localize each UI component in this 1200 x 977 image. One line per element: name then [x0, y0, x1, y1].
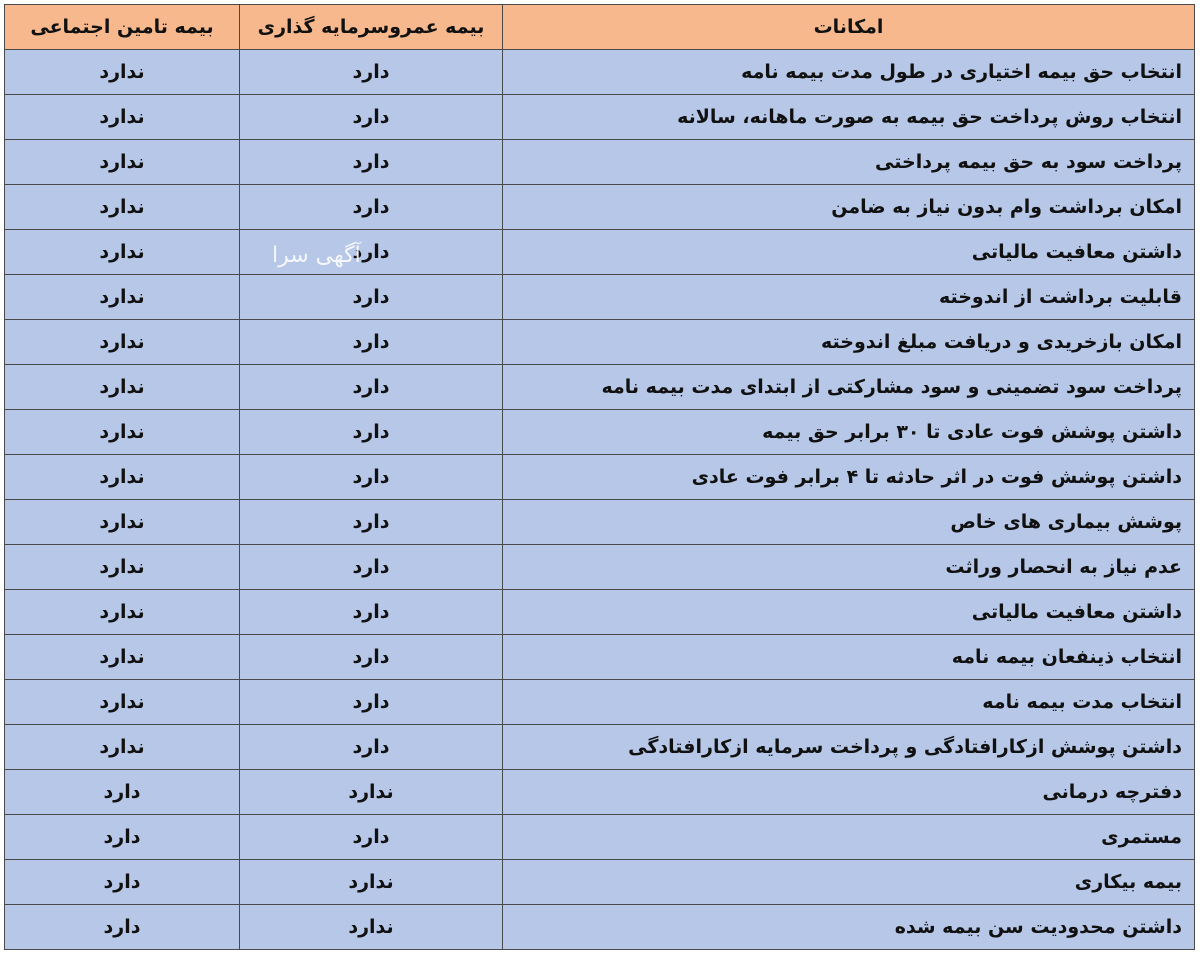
- life-insurance-cell: ندارد: [240, 770, 503, 815]
- social-security-cell: ندارد: [5, 185, 240, 230]
- feature-cell: عدم نیاز به انحصار وراثت: [503, 545, 1195, 590]
- social-security-cell: دارد: [5, 770, 240, 815]
- feature-cell: قابلیت برداشت از اندوخته: [503, 275, 1195, 320]
- social-security-cell: ندارد: [5, 455, 240, 500]
- watermark: آگهی سرا: [272, 243, 361, 268]
- social-security-cell: ندارد: [5, 635, 240, 680]
- social-security-cell: ندارد: [5, 545, 240, 590]
- life-insurance-cell: دارد: [240, 230, 503, 275]
- feature-cell: داشتن معافیت مالیاتی: [503, 230, 1195, 275]
- social-security-cell: ندارد: [5, 275, 240, 320]
- social-security-cell: دارد: [5, 905, 240, 950]
- feature-cell: انتخاب حق بیمه اختیاری در طول مدت بیمه نامه: [503, 50, 1195, 95]
- table-row: [5, 95, 1195, 140]
- life-insurance-cell: دارد: [240, 815, 503, 860]
- feature-cell: انتخاب روش پرداخت حق بیمه به صورت ماهانه، سالانه: [503, 95, 1195, 140]
- table-row: [5, 815, 1195, 860]
- feature-cell: داشتن محدودیت سن بیمه شده: [503, 905, 1195, 950]
- social-security-cell: ندارد: [5, 365, 240, 410]
- feature-cell: مستمری: [503, 815, 1195, 860]
- feature-cell: امکان برداشت وام بدون نیاز به ضامن: [503, 185, 1195, 230]
- feature-cell: بیمه بیکاری: [503, 860, 1195, 905]
- life-insurance-cell: دارد: [240, 320, 503, 365]
- life-insurance-cell: دارد: [240, 590, 503, 635]
- social-security-cell: ندارد: [5, 590, 240, 635]
- social-security-cell: ندارد: [5, 410, 240, 455]
- comparison-table: [4, 4, 1195, 950]
- feature-cell: داشتن پوشش فوت در اثر حادثه تا ۴ برابر فوت عادی: [503, 455, 1195, 500]
- table-row: [5, 230, 1195, 275]
- table-row: [5, 275, 1195, 320]
- feature-cell: داشتن پوشش ازکارافتادگی و پرداخت سرمایه ازکارافتادگی: [503, 725, 1195, 770]
- table-row: [5, 365, 1195, 410]
- life-insurance-cell: دارد: [240, 365, 503, 410]
- life-insurance-cell: دارد: [240, 500, 503, 545]
- feature-cell: امکان بازخریدی و دریافت مبلغ اندوخته: [503, 320, 1195, 365]
- life-insurance-cell: دارد: [240, 680, 503, 725]
- table-row: [5, 860, 1195, 905]
- social-security-cell: ندارد: [5, 50, 240, 95]
- social-security-cell: ندارد: [5, 680, 240, 725]
- table-row: [5, 320, 1195, 365]
- table-row: [5, 185, 1195, 230]
- header-feature: امکانات: [503, 5, 1195, 50]
- life-insurance-cell: ندارد: [240, 860, 503, 905]
- table-row: [5, 500, 1195, 545]
- feature-cell: دفترچه درمانی: [503, 770, 1195, 815]
- social-security-cell: ندارد: [5, 500, 240, 545]
- header-social-security: بیمه تامین اجتماعی: [5, 5, 240, 50]
- table-row: [5, 725, 1195, 770]
- life-insurance-cell: دارد: [240, 410, 503, 455]
- social-security-cell: ندارد: [5, 725, 240, 770]
- table-header-row: [5, 5, 1195, 50]
- comparison-table-container: [4, 4, 1194, 950]
- social-security-cell: ندارد: [5, 230, 240, 275]
- life-insurance-cell: دارد: [240, 140, 503, 185]
- table-row: [5, 455, 1195, 500]
- life-insurance-cell: دارد: [240, 185, 503, 230]
- life-insurance-cell: دارد: [240, 50, 503, 95]
- social-security-cell: ندارد: [5, 140, 240, 185]
- table-row: [5, 590, 1195, 635]
- life-insurance-cell: دارد: [240, 455, 503, 500]
- table-row: [5, 770, 1195, 815]
- table-row: [5, 410, 1195, 455]
- feature-cell: پرداخت سود به حق بیمه پرداختی: [503, 140, 1195, 185]
- table-row: [5, 50, 1195, 95]
- social-security-cell: دارد: [5, 815, 240, 860]
- life-insurance-cell: دارد: [240, 545, 503, 590]
- social-security-cell: ندارد: [5, 95, 240, 140]
- feature-cell: داشتن پوشش فوت عادی تا ۳۰ برابر حق بیمه: [503, 410, 1195, 455]
- feature-cell: پرداخت سود تضمینی و سود مشارکتی از ابتدای مدت بیمه نامه: [503, 365, 1195, 410]
- life-insurance-cell: دارد: [240, 275, 503, 320]
- feature-cell: انتخاب مدت بیمه نامه: [503, 680, 1195, 725]
- feature-cell: پوشش بیماری های خاص: [503, 500, 1195, 545]
- table-row: [5, 635, 1195, 680]
- header-life-insurance: بیمه عمروسرمایه گذاری: [240, 5, 503, 50]
- table-row: [5, 680, 1195, 725]
- table-row: [5, 545, 1195, 590]
- feature-cell: داشتن معافیت مالیاتی: [503, 590, 1195, 635]
- life-insurance-cell: دارد: [240, 635, 503, 680]
- table-body: [5, 50, 1195, 950]
- table-row: [5, 140, 1195, 185]
- life-insurance-cell: دارد: [240, 725, 503, 770]
- feature-cell: انتخاب ذینفعان بیمه نامه: [503, 635, 1195, 680]
- life-insurance-cell: ندارد: [240, 905, 503, 950]
- table-row: [5, 905, 1195, 950]
- social-security-cell: دارد: [5, 860, 240, 905]
- social-security-cell: ندارد: [5, 320, 240, 365]
- life-insurance-cell: دارد: [240, 95, 503, 140]
